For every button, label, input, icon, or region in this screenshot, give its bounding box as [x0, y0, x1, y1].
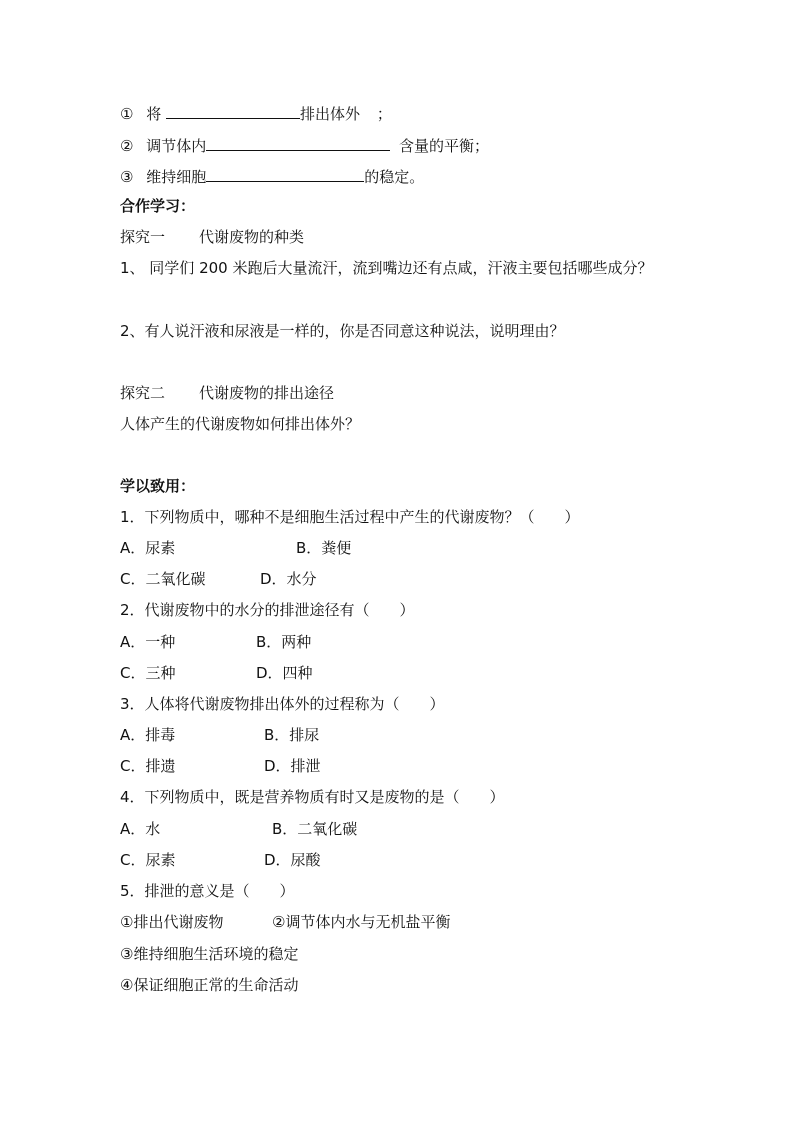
question-3-options-cd — [120, 756, 760, 776]
question-3-options-ab — [120, 725, 760, 745]
intro-line-3 — [120, 165, 760, 187]
option-1[interactable]: ①排出代谢废物 — [120, 913, 224, 931]
option-a[interactable]: A．一种 — [120, 633, 176, 651]
option-c[interactable]: C．排遗 — [120, 757, 176, 775]
option-a[interactable]: A．水 — [120, 820, 161, 838]
option-c[interactable]: C．二氧化碳 — [120, 570, 206, 588]
coop-question-2: 2、有人说汗液和尿液是一样的，你是否同意这种说法，说明理由？ — [120, 322, 565, 340]
intro-line-1-pre: 将 — [146, 105, 162, 123]
fill-blank-1[interactable] — [166, 102, 300, 119]
explore-2-title: 代谢废物的排出途径 — [199, 384, 335, 402]
option-c[interactable]: C．三种 — [120, 664, 176, 682]
question-2-stem: 2．代谢废物中的水分的排泄途径有（ ） — [120, 601, 415, 619]
option-b[interactable]: B．排尿 — [264, 726, 320, 744]
option-c[interactable]: C．尿素 — [120, 851, 176, 869]
question-5-option-4[interactable]: ④保证细胞正常的生命活动 — [120, 976, 299, 994]
option-d[interactable]: D．排泄 — [264, 757, 321, 775]
option-b[interactable]: B．二氧化碳 — [272, 820, 358, 838]
option-b[interactable]: B．粪便 — [296, 539, 352, 557]
question-5-stem: 5．排泄的意义是（ ） — [120, 882, 295, 900]
explore-1-title: 代谢废物的种类 — [199, 228, 305, 246]
question-4-stem: 4．下列物质中，既是营养物质有时又是废物的是（ ） — [120, 788, 505, 806]
question-1-stem: 1．下列物质中，哪种不是细胞生活过程中产生的代谢废物？（ ） — [120, 508, 580, 526]
option-d[interactable]: D．四种 — [256, 664, 313, 682]
option-b[interactable]: B．两种 — [256, 633, 312, 651]
fill-blank-3[interactable] — [206, 165, 364, 182]
explore-1-label: 探究一 — [120, 228, 166, 246]
intro-line-2-pre: 调节体内 — [146, 137, 207, 155]
question-5-option-3[interactable]: ③维持细胞生活环境的稳定 — [120, 945, 299, 963]
intro-line-3-pre: 维持细胞 — [146, 168, 207, 186]
explore-2-label: 探究二 — [120, 384, 166, 402]
fill-blank-2[interactable] — [206, 134, 390, 151]
apply-heading: 学以致用： — [120, 477, 196, 495]
question-5-options-12 — [120, 912, 760, 932]
intro-line-2 — [120, 134, 760, 156]
explore-1 — [120, 227, 760, 247]
explore-2 — [120, 383, 760, 403]
circle-number-1: ① — [120, 105, 134, 123]
coop-question-3: 人体产生的代谢废物如何排出体外？ — [120, 415, 361, 433]
question-4-options-cd — [120, 850, 760, 870]
option-d[interactable]: D．尿酸 — [264, 851, 321, 869]
intro-line-1-post: 排出体外 — [300, 105, 361, 123]
option-d[interactable]: D．水分 — [260, 570, 317, 588]
question-3-stem: 3．人体将代谢废物排出体外的过程称为（ ） — [120, 695, 445, 713]
option-a[interactable]: A．排毒 — [120, 726, 176, 744]
option-2[interactable]: ②调节体内水与无机盐平衡 — [272, 913, 451, 931]
intro-line-1 — [120, 102, 760, 124]
question-2-options-cd — [120, 663, 760, 683]
circle-number-2: ② — [120, 137, 134, 155]
circle-number-3: ③ — [120, 168, 134, 186]
intro-line-3-post: 的稳定。 — [364, 168, 425, 186]
intro-line-2-post: 含量的平衡； — [399, 137, 490, 155]
question-1-options-cd — [120, 569, 760, 589]
intro-line-1-tail: ； — [376, 105, 392, 123]
coop-question-1: 1、 同学们 200 米跑后大量流汗，流到嘴边还有点咸，汗液主要包括哪些成分？ — [120, 259, 653, 277]
question-2-options-ab — [120, 632, 760, 652]
question-1-options-ab — [120, 538, 760, 558]
option-a[interactable]: A．尿素 — [120, 539, 176, 557]
coop-heading: 合作学习： — [120, 197, 196, 215]
question-4-options-ab — [120, 819, 760, 839]
